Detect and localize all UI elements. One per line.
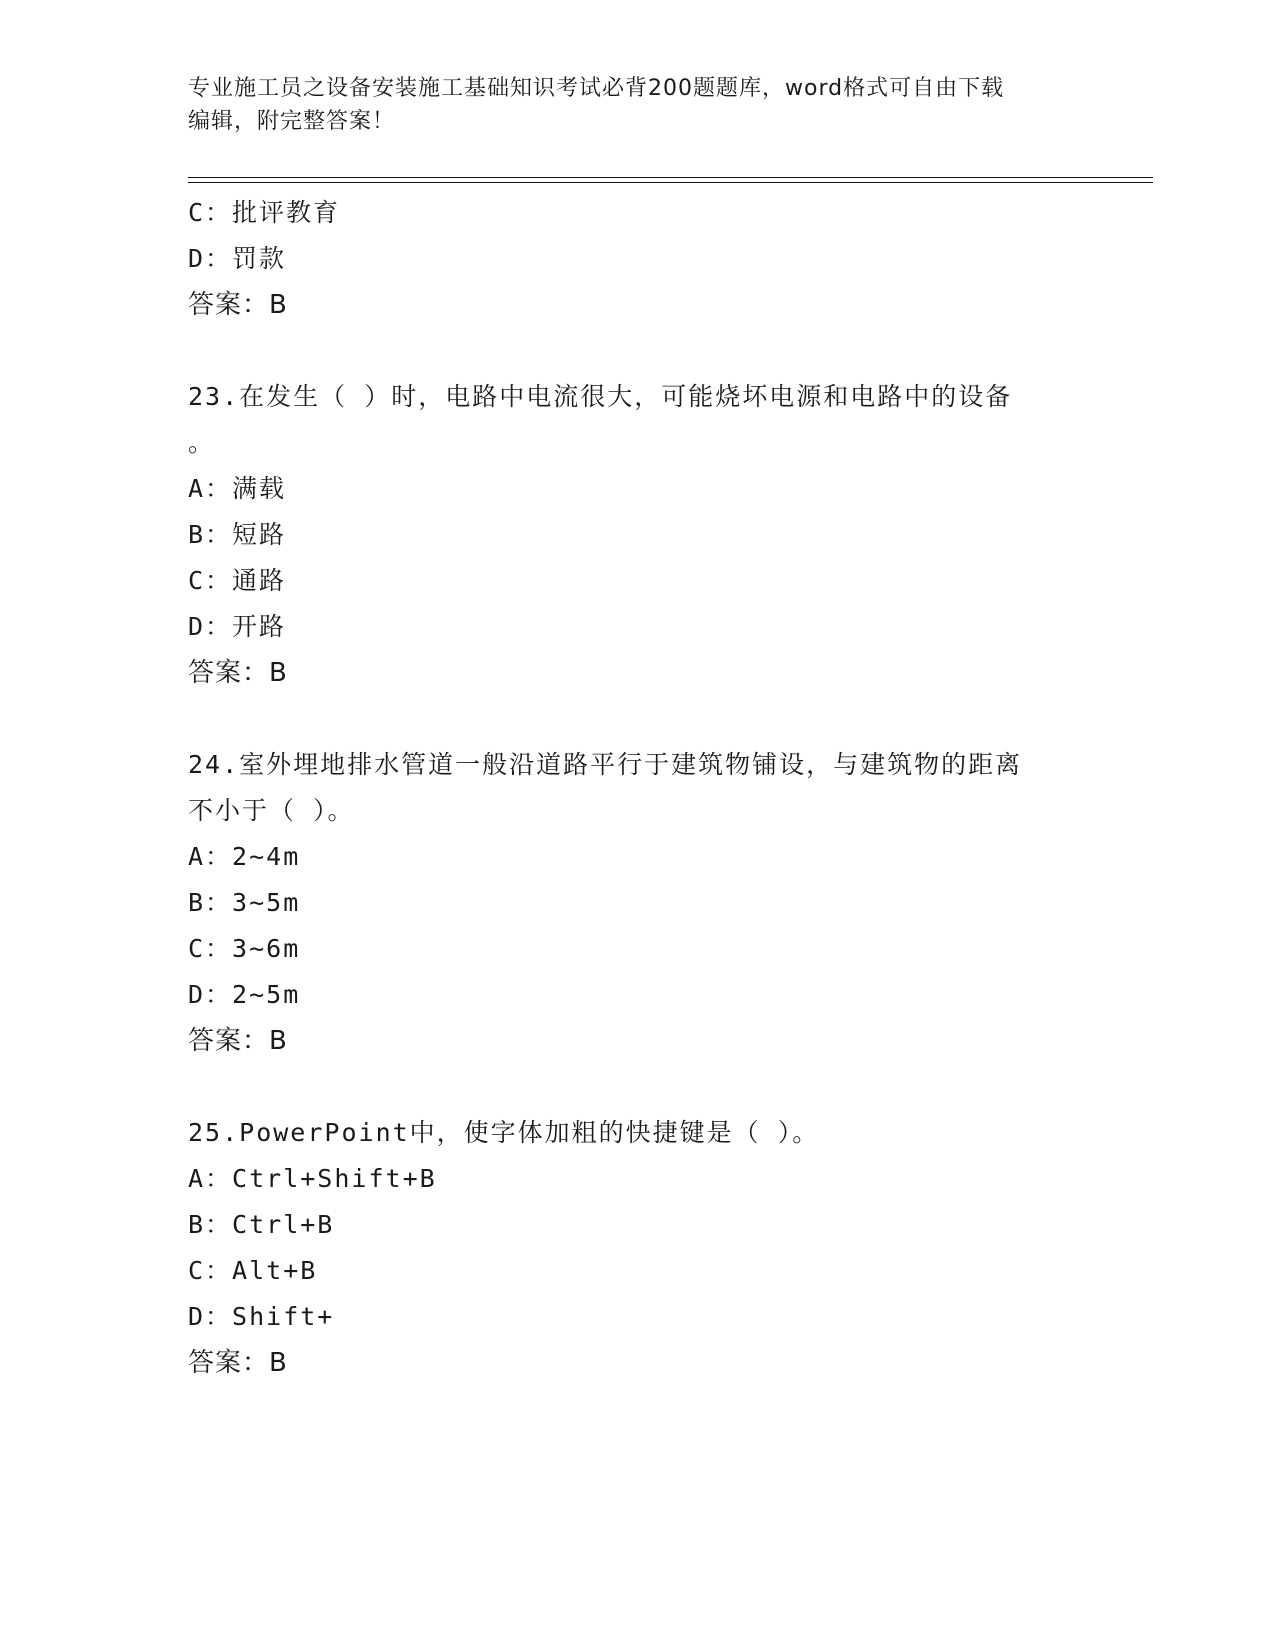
- option-b: B：3~5m: [188, 888, 301, 917]
- spacer: [188, 696, 1088, 742]
- header-divider-bottom: [188, 182, 1153, 183]
- option-d: D：Shift+: [188, 1302, 335, 1331]
- question-stem-continued: 。: [188, 428, 216, 457]
- question-24: [188, 742, 1088, 1064]
- header-divider-top: [188, 177, 1153, 178]
- option-c: C：3~6m: [188, 934, 301, 963]
- spacer: [188, 328, 1088, 374]
- question-25: [188, 1110, 1088, 1386]
- question-stem-continued: 不小于（ ）。: [188, 796, 355, 825]
- question-stem: 25.PowerPoint中，使字体加粗的快捷键是（ ）。: [188, 1118, 820, 1147]
- option-c: C：通路: [188, 566, 287, 595]
- question-stem: 24.室外埋地排水管道一般沿道路平行于建筑物铺设，与建筑物的距离: [188, 750, 1023, 779]
- answer: 答案：B: [188, 658, 288, 688]
- answer: 答案：B: [188, 290, 288, 320]
- option-d: D：2~5m: [188, 980, 301, 1009]
- question-list: [188, 190, 1088, 1386]
- option-b: B：Ctrl+B: [188, 1210, 335, 1239]
- option-b: B：短路: [188, 520, 287, 549]
- spacer: [188, 1064, 1088, 1110]
- question-stem: 23.在发生（ ）时，电路中电流很大，可能烧坏电源和电路中的设备: [188, 382, 1013, 411]
- option-d: D：开路: [188, 612, 287, 641]
- header-line-2: 编辑，附完整答案！: [188, 109, 396, 134]
- option-c: C：Alt+B: [188, 1256, 318, 1285]
- header-line-1: 专业施工员之设备安装施工基础知识考试必背200题题库，word格式可自由下载: [188, 76, 1005, 101]
- question-23: [188, 374, 1088, 696]
- answer: 答案：B: [188, 1348, 288, 1378]
- option-d: D：罚款: [188, 244, 287, 273]
- document-header: [188, 72, 1068, 138]
- answer: 答案：B: [188, 1026, 288, 1056]
- question-22-tail: [188, 190, 1088, 328]
- option-a: A：满载: [188, 474, 287, 503]
- option-c: C：批评教育: [188, 198, 341, 227]
- option-a: A：Ctrl+Shift+B: [188, 1164, 437, 1193]
- option-a: A：2~4m: [188, 842, 301, 871]
